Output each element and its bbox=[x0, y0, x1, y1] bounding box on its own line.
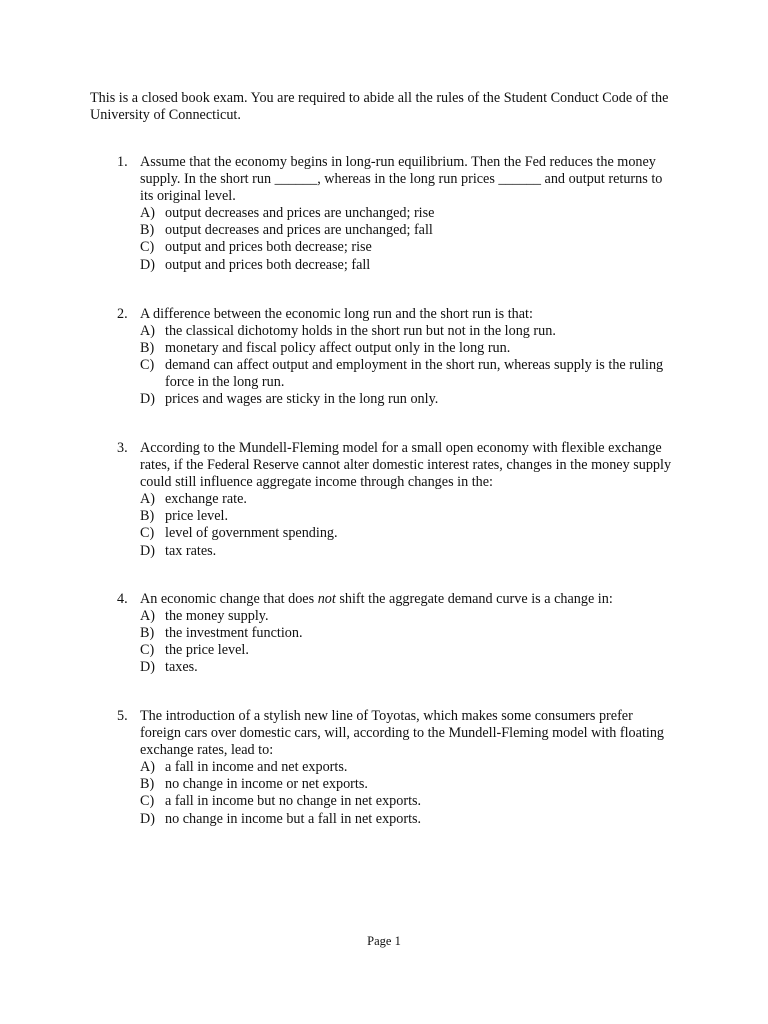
option-text: the investment function. bbox=[165, 625, 303, 642]
question-number: 5. bbox=[117, 708, 128, 724]
option-d bbox=[117, 257, 677, 274]
exam-instructions bbox=[90, 90, 690, 124]
option-text: level of government spending. bbox=[165, 525, 338, 542]
option-text: tax rates. bbox=[165, 542, 217, 559]
option-letter: C) bbox=[140, 357, 155, 374]
question-1 bbox=[117, 154, 677, 274]
option-letter: B) bbox=[140, 508, 155, 525]
option-text: output decreases and prices are unchanged; fall bbox=[165, 222, 433, 239]
option-d bbox=[117, 659, 677, 676]
question-text-after: shift the aggregate demand curve is a change in: bbox=[335, 591, 613, 607]
option-letter: C) bbox=[140, 793, 155, 810]
question-5 bbox=[117, 708, 677, 828]
question-stem bbox=[117, 708, 677, 759]
option-letter: D) bbox=[140, 810, 155, 827]
option-b bbox=[117, 508, 677, 525]
option-letter: A) bbox=[140, 608, 155, 625]
option-b bbox=[117, 340, 677, 357]
answer-options bbox=[117, 205, 677, 273]
question-number: 2. bbox=[117, 306, 128, 322]
option-b bbox=[117, 625, 677, 642]
question-stem bbox=[117, 440, 677, 491]
answer-options bbox=[117, 608, 677, 676]
option-text: no change in income or net exports. bbox=[165, 776, 368, 793]
option-letter: B) bbox=[140, 625, 155, 642]
option-c bbox=[117, 525, 677, 542]
option-letter: C) bbox=[140, 525, 155, 542]
page-footer bbox=[0, 933, 768, 950]
answer-options bbox=[117, 323, 677, 408]
option-text: demand can affect output and employment in the short run, whereas supply is the ruling force in the long run. bbox=[165, 357, 664, 391]
instructions-text: This is a closed book exam. You are required to abide all the rules of the Student Conduct Code of the University of Connecticut. bbox=[90, 90, 669, 124]
question-4 bbox=[117, 591, 677, 676]
question-stem bbox=[117, 154, 677, 205]
option-a bbox=[117, 759, 677, 776]
option-text: price level. bbox=[165, 508, 229, 525]
emphasis-not: not bbox=[317, 591, 336, 607]
option-text: output decreases and prices are unchanged; rise bbox=[165, 205, 435, 222]
question-text-before: An economic change that does bbox=[140, 591, 318, 607]
option-c bbox=[117, 642, 677, 659]
option-text: the classical dichotomy holds in the short run but not in the long run. bbox=[165, 323, 556, 340]
option-letter: A) bbox=[140, 759, 155, 776]
option-b bbox=[117, 776, 677, 793]
option-text: no change in income but a fall in net exports. bbox=[165, 810, 422, 827]
question-stem bbox=[117, 306, 677, 323]
option-c bbox=[117, 357, 677, 391]
option-text: output and prices both decrease; fall bbox=[165, 256, 371, 273]
option-text: prices and wages are sticky in the long run only. bbox=[165, 391, 439, 408]
option-c bbox=[117, 239, 677, 256]
option-c bbox=[117, 793, 677, 810]
option-a bbox=[117, 323, 677, 340]
option-letter: A) bbox=[140, 205, 155, 222]
option-letter: D) bbox=[140, 659, 155, 676]
option-letter: A) bbox=[140, 491, 155, 508]
option-letter: B) bbox=[140, 222, 155, 239]
option-text: monetary and fiscal policy affect output only in the long run. bbox=[165, 340, 511, 357]
option-letter: C) bbox=[140, 642, 155, 659]
option-d bbox=[117, 543, 677, 560]
option-a bbox=[117, 205, 677, 222]
question-2 bbox=[117, 306, 677, 409]
question-text: According to the Mundell-Fleming model for a small open economy with flexible exchange rates, if the Federal Reserve cannot alter domestic interest rates, changes in the money supply could still influence aggregate income through changes in the: bbox=[140, 440, 672, 491]
option-letter: D) bbox=[140, 542, 155, 559]
question-text bbox=[140, 591, 613, 607]
option-letter: A) bbox=[140, 323, 155, 340]
question-text: Assume that the economy begins in long-run equilibrium. Then the Fed reduces the money supply. In the short run ______, whereas in the long run prices ______ and output returns to its original level. bbox=[140, 154, 663, 205]
question-number: 3. bbox=[117, 440, 128, 456]
option-text: a fall in income and net exports. bbox=[165, 759, 348, 776]
option-text: output and prices both decrease; rise bbox=[165, 239, 372, 256]
answer-options bbox=[117, 491, 677, 559]
question-number: 4. bbox=[117, 591, 128, 607]
option-letter: D) bbox=[140, 391, 155, 408]
question-3 bbox=[117, 440, 677, 560]
option-text: exchange rate. bbox=[165, 491, 247, 508]
page-number: Page 1 bbox=[367, 934, 401, 948]
option-letter: D) bbox=[140, 256, 155, 273]
question-stem bbox=[117, 591, 677, 608]
option-b bbox=[117, 222, 677, 239]
option-text: taxes. bbox=[165, 659, 198, 676]
option-letter: B) bbox=[140, 340, 155, 357]
question-text: A difference between the economic long run and the short run is that: bbox=[140, 306, 533, 322]
option-d bbox=[117, 811, 677, 828]
option-a bbox=[117, 491, 677, 508]
option-letter: B) bbox=[140, 776, 155, 793]
option-letter: C) bbox=[140, 239, 155, 256]
option-d bbox=[117, 391, 677, 408]
option-text: the money supply. bbox=[165, 608, 269, 625]
option-a bbox=[117, 608, 677, 625]
question-text: The introduction of a stylish new line of Toyotas, which makes some consumers prefer foreign cars over domestic cars, will, according to the Mundell-Fleming model with floating exchange rates, lead to: bbox=[140, 708, 665, 759]
option-text: a fall in income but no change in net exports. bbox=[165, 793, 422, 810]
option-text: the price level. bbox=[165, 642, 249, 659]
question-number: 1. bbox=[117, 154, 128, 170]
answer-options bbox=[117, 759, 677, 827]
